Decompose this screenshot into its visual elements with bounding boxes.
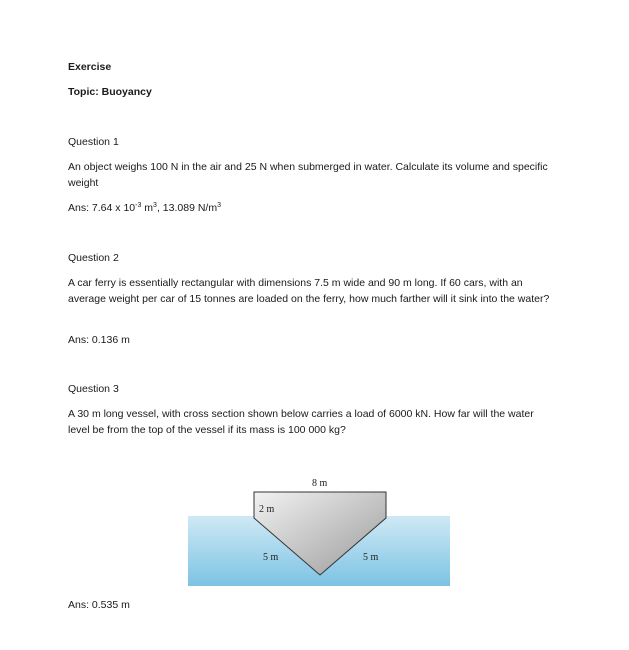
dimension-label-right: 5 m (363, 552, 379, 563)
question-3-answer: Ans: 0.535 m (68, 599, 130, 611)
question-3-text: A 30 m long vessel, with cross section shown below carries a load of 6000 kN. How far will the water level be from the top of the vessel if its mass is 100 000 kg? (68, 408, 534, 436)
question-1-text: An object weighs 100 N in the air and 25 N when submerged in water. Calculate its volume and specific weight (68, 161, 548, 189)
dimension-label-left: 5 m (263, 552, 279, 563)
question-1-heading: Question 1 (68, 136, 119, 148)
topic-heading: Topic: Buoyancy (68, 86, 152, 98)
dimension-label-side: 2 m (259, 504, 275, 515)
question-2-answer: Ans: 0.136 m (68, 334, 130, 346)
exercise-title: Exercise (68, 61, 112, 73)
dimension-label-top: 8 m (312, 478, 328, 489)
vessel-cross-section-figure (188, 474, 450, 586)
question-3-heading: Question 3 (68, 383, 119, 395)
question-2-heading: Question 2 (68, 252, 119, 264)
question-2-text: A car ferry is essentially rectangular with dimensions 7.5 m wide and 90 m long. If 60 cars, with an average weight per car of 15 tonnes are loaded on the ferry, how much farther will it sink into the water? (68, 277, 550, 305)
question-1-answer: Ans: 7.64 x $10^{-3}$ $m^3$, 13.089 $N/m^3$ (68, 202, 221, 214)
